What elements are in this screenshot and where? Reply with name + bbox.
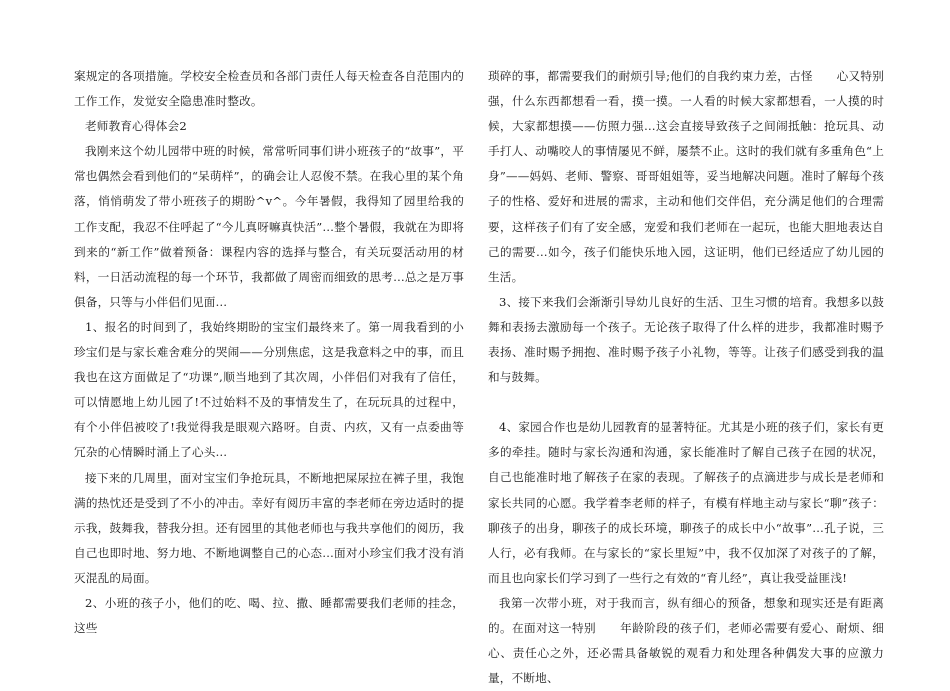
paragraph: 1、报名的时间到了，我始终期盼的宝宝们最终来了。第一周我看到的小珍宝们是与家长难舍难分的哭闹——分別焦虑，这是我意料之中的事，而且我也在这方面做足了“功课”,顺当地到了其次周，小伴侣们对我有了信任，可以情愿地上幼儿园了!不过始料不及的事情发生了，在玩玩具的过程中，有个小伴侣被咬了!我觉得我是眼观六路呀。自责、内疚，又有一点委曲等冗杂的心情瞬时涌上了心头… [74,319,464,460]
paragraph: 接下来的几周里，面对宝宝们争抢玩具，不断地把屎尿拉在裤子里，我饱满的热忱还是受到了不小的冲击。幸好有阅历丰富的李老师在旁边适时的提示我，鼓舞我，替我分担。还有园里的其他老师也与我共享他们的阅历，我自己也即时地、努力地、不断地调整自己的心态…面对小珍宝们我才没有消灭混乱的局面。 [74,470,464,585]
paragraph: 我刚来这个幼儿园带中班的时候，常常听同事们讲小班孩子的“故事”，平常也偶然会看到他们的“呆萌样”，的确会让人忍俊不禁。在我心里的某个角落，悄悄萌发了带小班孩子的期盼^v^。今年暑假，我得知了园里给我的工作支配，我忍不住呼起了“今儿真呀嘛真快活”…整个暑假，我就在为即将到来的“新工作”做着预备：课程内容的选择与整合，有关玩耍活动用的材料，一日活动流程的每一个环节，我都做了周密而细致的思考…总之是万事俱备，只等与小伴侣们见面… [74,144,464,309]
paragraph: 2、小班的孩子小，他们的吃、喝、拉、撒、睡都需要我们老师的挂念，这些 [74,595,464,636]
paragraph: 琐碎的事，都需要我们的耐烦引导;他们的自我约束力差，古怪 心又特别强，什么东西都想看一看，摸一摸。一人看的时候大家都想看，一人摸的时候，大家都想摸——仿照力强…这会直接导致孩子之间闹抵触：抢玩具、动手打人、动嘴咬人的事情屡见不鲜，屡禁不止。这时的我们就有多重角色“上身”——妈妈、老师、警察、哥哥姐姐等，妥当地解决问题。准时了解每个孩子的性格、爱好和进展的需求，主动和他们交伴侣，充分满足他们的合理需要，这样孩子们有了安全感，宠爱和我们老师在一起玩，也能大胆地表达自己的需要…如今，孩子们能快乐地入园，这证明，他们已经适应了幼儿园的生活。 [488,69,884,284]
paragraph: 我第一次带小班，对于我而言，纵有细心的预备，想象和现实还是有距离的。在面对这一特别 年龄阶段的孩子们，老师必需要有爱心、耐烦、细心、责任心之外，还必需具备敏锐的观看力和处理各种偶发大事的应激力量，不断地、 [488,595,884,686]
paragraph: 案规定的各项措施。学校安全检查员和各部门责任人每天检查各自范围内的工作工作，发觉安全隐患准时整改。 [74,69,464,109]
left-text-column [74,64,464,641]
paragraph: 4、家园合作也是幼儿园教育的显著特征。尤其是小班的孩子们，家长有更多的牵挂。随时与家长沟通和沟通，家长能准时了解自己孩子在园的状况，自己也能准时地了解孩子在家的表现。了解孩子的点滴进步与成长是老师和家长共同的心愿。我学着李老师的样子，有模有样地主动与家长“聊”孩子：聊孩子的出身，聊孩子的成长环境，聊孩子的成长中小“故事”…孔子说，三人行，必有我师。在与家长的“家长里短”中，我不仅加深了对孩子的了解，而且也向家长们学习到了一些行之有效的“育儿经”，真让我受益匪浅! [488,420,884,585]
paragraph: 3、接下来我们会渐渐引导幼儿良好的生活、卫生习惯的培育。我想多以鼓舞和表扬去激励每一个孩子。无论孩子取得了什么样的进步，我都准时赐予表扬、准时赐予拥抱、准时赐予孩子小礼物，等等。让孩子们感受到我的温和与鼓舞。 [488,294,884,385]
section-heading: 老师教育心得体会2 [85,119,187,134]
right-text-column [488,64,884,691]
